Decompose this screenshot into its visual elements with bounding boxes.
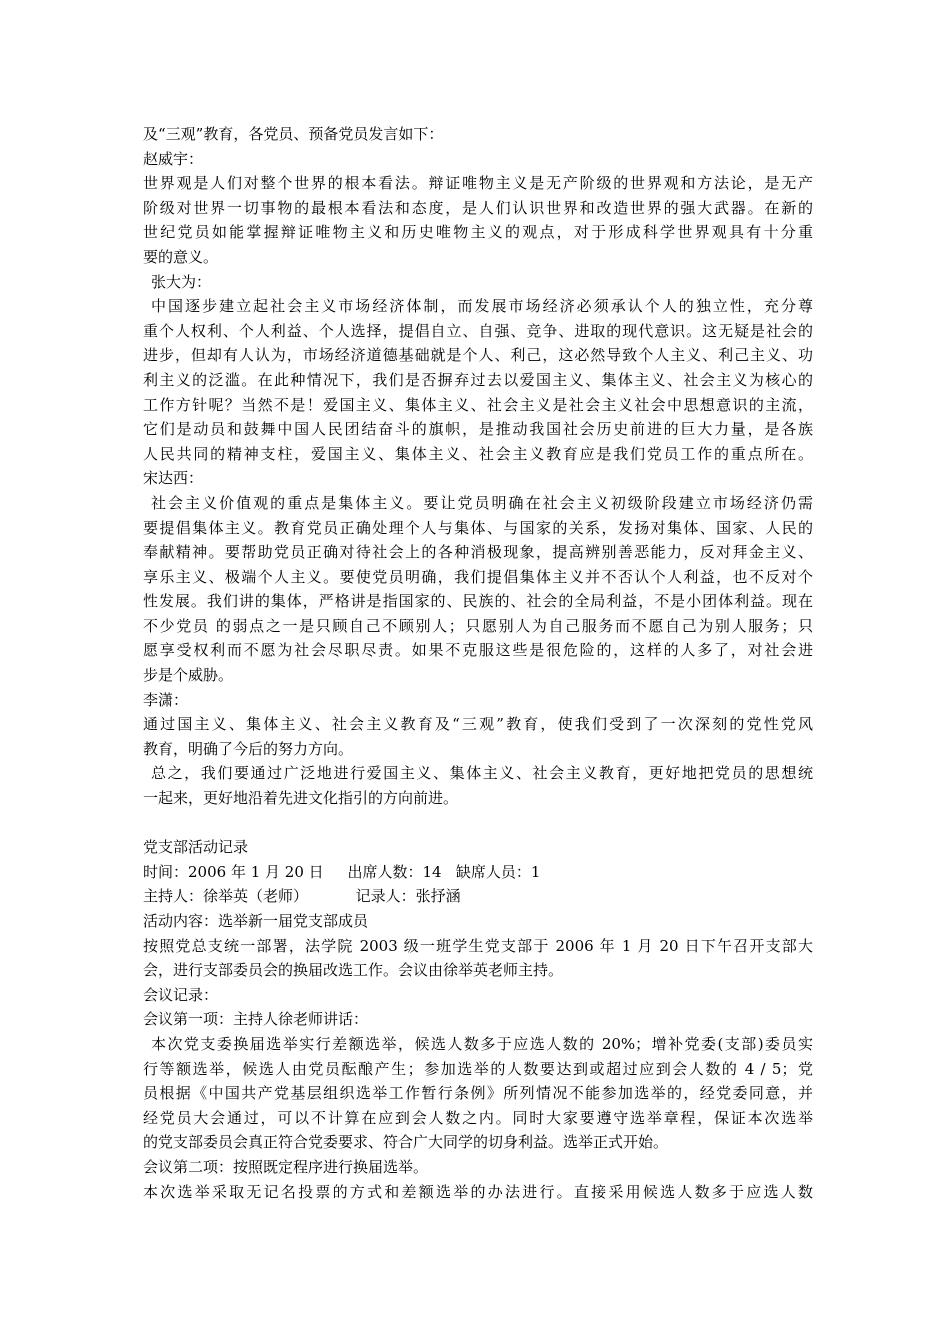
- speech-3-line: 不少党员 的弱点之一是只顾自己不顾别人；只愿别人为自己服务而不愿自己为别人服务；只: [143, 616, 813, 635]
- meeting-para-line: 会，进行支部委员会的换届改选工作。会议由徐举英老师主持。: [143, 961, 564, 980]
- speech-2-line: 重个人权利、个人利益、个人选择，提倡自立、自强、竞争、进取的现代意识。这无疑是社会的: [143, 321, 813, 340]
- intro-line: 及“三观”教育，各党员、预备党员发言如下：: [143, 125, 444, 143]
- time-attendance-line: 时间：2006 年 1 月 20 日 出席人数：14 缺席人员：1: [143, 862, 541, 881]
- speech-1-line: 世界观是人们对整个世界的根本看法。辩证唯物主义是无产阶级的世界观和方法论，是无产: [143, 174, 813, 193]
- speech-1-line: 要的意义。: [143, 247, 219, 266]
- speaker-name-1: 赵威宇：: [143, 149, 204, 168]
- speech-2-line: 工作方针呢？当然不是！爱国主义、集体主义、社会主义是社会主义社会中思想意识的主流，: [143, 395, 813, 414]
- speech-1-line: 世纪党员如能掌握辩证唯物主义和历史唯物主义的观点，对于形成科学世界观具有十分重: [143, 223, 813, 242]
- record-title: 党支部活动记录: [143, 838, 249, 857]
- section-spacer: [143, 811, 813, 836]
- document-page: [143, 122, 813, 1204]
- speech-3-line: 性发展。我们讲的集体，严格讲是指国家的、民族的、社会的全局利益，不是小团体利益。现在: [143, 592, 813, 611]
- agenda-item-1-line: 经党员大会通过，可以不计算在应到会人数之内。同时大家要遵守选举章程，保证本次选举: [143, 1108, 813, 1127]
- host-recorder-line: 主持人：徐举英（老师） 记录人：张抒涵: [143, 887, 461, 906]
- speech-3-line: 奉献精神。要帮助党员正确对待社会上的各种消极现象，提高辨别善恶能力，反对拜金主义、: [143, 543, 813, 562]
- agenda-item-1-line: 员根据《中国共产党基层组织选举工作暂行条例》所列情况不能参加选举的，经党委同意，并: [143, 1084, 813, 1103]
- summary-line: 一起来，更好地沿着先进文化指引的方向前进。: [143, 789, 459, 808]
- speech-2-line: 人民共同的精神支柱，爱国主义、集体主义、社会主义教育应是我们党员工作的重点所在。: [143, 444, 813, 463]
- agenda-item-1-line: 的党支部委员会真正符合党委要求、符合广大同学的切身利益。选举正式开始。: [143, 1133, 669, 1152]
- speech-1-line: 阶级对世界一切事物的最根本看法和态度，是人们认识世界和改造世界的强大武器。在新的: [143, 198, 813, 217]
- agenda-item-1-line: 本次党支委换届选举实行差额选举，候选人数多于应选人数的 20%；增补党委(支部)委员实: [151, 1034, 813, 1053]
- meeting-para-line: 按照党总支统一部署，法学院 2003 级一班学生党支部于 2006 年 1 月 20 日下午召开支部大: [143, 936, 813, 955]
- speech-3-line: 要提倡集体主义。教育党员正确处理个人与集体、与国家的关系，发扬对集体、国家、人民的: [143, 518, 813, 537]
- activity-content-line: 活动内容：选举新一届党支部成员: [143, 912, 369, 930]
- speaker-name-3: 宋达西：: [143, 469, 204, 488]
- minutes-label: 会议记录：: [143, 985, 219, 1004]
- speech-4-line: 通过国主义、集体主义、社会主义教育及“三观”教育，使我们受到了一次深刻的党性党风: [143, 715, 813, 734]
- speech-3-line: 愿享受权利而不愿为社会尽职尽责。如果不克服这些是很危险的，这样的人多了，对社会进: [143, 641, 813, 660]
- summary-line: 总之，我们要通过广泛地进行爱国主义、集体主义、社会主义教育，更好地把党员的思想统: [151, 764, 813, 783]
- speech-2-line: 它们是动员和鼓舞中国人民团结奋斗的旗帜，是推动我国社会历史前进的巨大力量，是各族: [143, 420, 813, 439]
- agenda-item-2-line: 本次选举采取无记名投票的方式和差额选举的办法进行。直接采用候选人数多于应选人数: [143, 1182, 813, 1201]
- speech-3-line: 享乐主义、极端个人主义。要使党员明确，我们提倡集体主义并不否认个人利益，也不反对个: [143, 567, 813, 586]
- speech-3-line: 社会主义价值观的重点是集体主义。要让党员明确在社会主义初级阶段建立市场经济仍需: [151, 493, 813, 512]
- speaker-name-4: 李潇：: [143, 690, 189, 709]
- agenda-item-2-title: 会议第二项：按照既定程序进行换届选举。: [143, 1157, 429, 1176]
- speech-3-line: 步是个威胁。: [143, 666, 234, 685]
- speech-2-line: 中国逐步建立起社会主义市场经济体制，而发展市场经济必须承认个人的独立性，充分尊: [151, 297, 813, 316]
- speech-4-line: 教育，明确了今后的努力方向。: [143, 739, 354, 758]
- agenda-item-1-line: 行等额选举，候选人由党员酝酿产生；参加选举的人数要达到或超过应到会人数的 4 / 5；党: [143, 1059, 813, 1078]
- speech-2-line: 利主义的泛滥。在此种情况下，我们是否摒弃过去以爱国主义、集体主义、社会主义为核心的: [143, 370, 813, 389]
- speech-2-line: 进步，但却有人认为，市场经济道德基础就是个人、利己，这必然导致个人主义、利己主义、功: [143, 346, 813, 365]
- agenda-item-1-title: 会议第一项：主持人徐老师讲话：: [143, 1010, 369, 1029]
- speaker-name-2: 张大为：: [151, 272, 212, 291]
